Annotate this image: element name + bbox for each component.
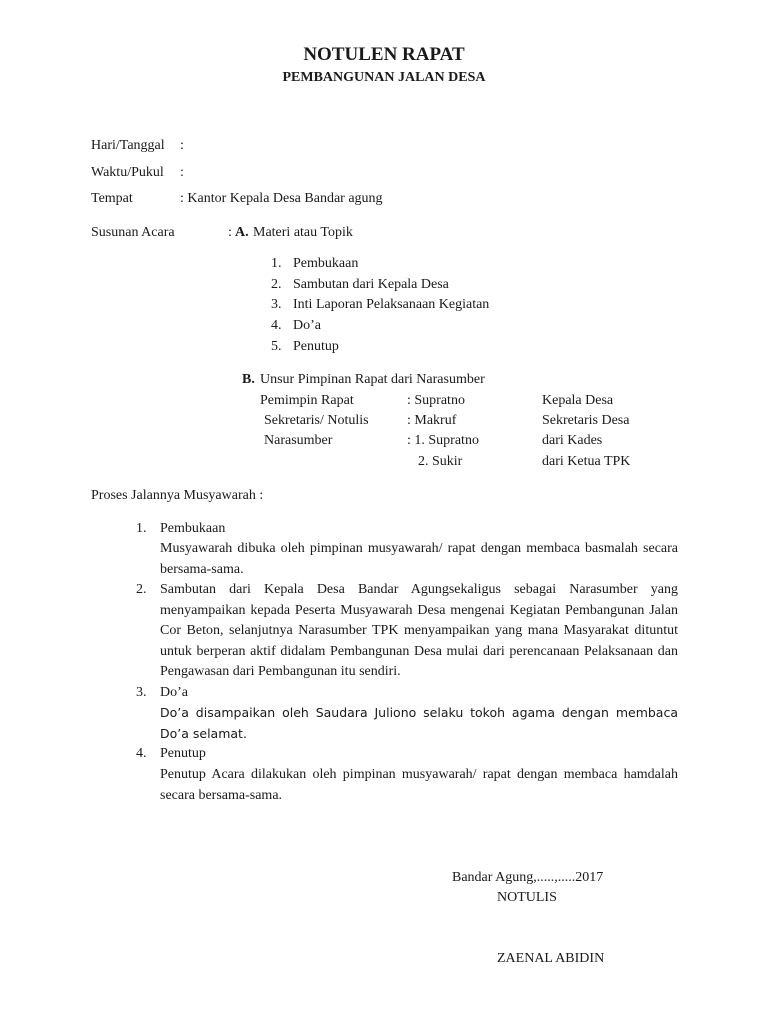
unsur-position: dari Ketua TPK [542, 454, 631, 469]
unsur-name: : Makruf [407, 413, 457, 428]
section-b-title: Unsur Pimpinan Rapat dari Narasumber [260, 372, 485, 387]
tempat-value: : Kantor Kepala Desa Bandar agung [180, 191, 383, 206]
waktu-pukul-label: Waktu/Pukul [91, 165, 164, 180]
unsur-name: 2. Sukir [418, 454, 463, 469]
section-b-letter: B. [242, 372, 255, 387]
unsur-role: Pemimpin Rapat [260, 393, 354, 408]
section-a-title: Materi atau Topik [253, 225, 353, 240]
unsur-role: Sekretaris/ Notulis [264, 413, 369, 428]
waktu-pukul-value: : [180, 165, 184, 180]
hari-tanggal-label: Hari/Tanggal [91, 138, 165, 153]
unsur-position: dari Kades [542, 433, 603, 448]
agenda-number: 1. [271, 256, 282, 271]
document-title: NOTULEN RAPAT [303, 44, 465, 65]
agenda-item: Inti Laporan Pelaksanaan Kegiatan [293, 297, 490, 312]
agenda-item: Sambutan dari Kepala Desa [293, 277, 449, 292]
agenda-number: 3. [271, 297, 282, 312]
proses-heading: Proses Jalannya Musyawarah : [91, 488, 264, 503]
unsur-position: Sekretaris Desa [542, 413, 630, 428]
proses-item-body: Sambutan dari Kepala Desa Bandar Agungsekaligus sebagai Narasumber yang menyampaikan kepada Peserta Musyawarah Desa mengenai Kegiatan Pembangunan Jalan Cor Beton, selanjutnya Narasumber TPK menyampaikan yang mana Masyarakat dituntut untuk berperan aktif didalam Pembangunan Desa mulai dari perencanaan Pelaksanaan dan Pengawasan dari Pembangunan itu sendiri. [160, 582, 678, 680]
unsur-role: Narasumber [264, 433, 333, 448]
proses-number: 1. [136, 521, 147, 536]
proses-number: 4. [136, 746, 147, 761]
proses-item-body: Do’a disampaikan oleh Saudara Juliono selaku tokoh agama dengan membaca Do’a selamat. [160, 705, 678, 741]
agenda-item: Penutup [293, 339, 339, 354]
unsur-position: Kepala Desa [542, 393, 614, 408]
susunan-acara-label: Susunan Acara [91, 225, 175, 240]
proses-item-title: Penutup [160, 746, 206, 761]
proses-item-body: Musyawarah dibuka oleh pimpinan musyawarah/ rapat dengan membaca basmalah secara bersama-sama. [160, 541, 678, 577]
agenda-number: 5. [271, 339, 282, 354]
agenda-number: 2. [271, 277, 282, 292]
proses-item-title: Pembukaan [160, 521, 226, 536]
proses-item-title: Do’a [160, 685, 188, 700]
document-subtitle: PEMBANGUNAN JALAN DESA [282, 70, 486, 85]
tempat-label: Tempat [91, 191, 133, 206]
hari-tanggal-value: : [180, 138, 184, 153]
agenda-item: Do’a [293, 318, 321, 333]
agenda-number: 4. [271, 318, 282, 333]
unsur-name: : 1. Supratno [407, 433, 479, 448]
unsur-name: : Supratno [407, 393, 465, 408]
proses-number: 3. [136, 685, 147, 700]
signature-role: NOTULIS [497, 890, 557, 905]
section-a-letter: A. [235, 225, 249, 240]
agenda-item: Pembukaan [293, 256, 359, 271]
signature-name: ZAENAL ABIDIN [497, 951, 605, 966]
proses-number: 2. [136, 582, 147, 597]
susunan-acara-colon: : [228, 225, 232, 240]
signature-place-date: Bandar Agung,.....,.....2017 [452, 870, 604, 885]
proses-item-body: Penutup Acara dilakukan oleh pimpinan musyawarah/ rapat dengan membaca hamdalah secara bersama-sama. [160, 767, 678, 803]
